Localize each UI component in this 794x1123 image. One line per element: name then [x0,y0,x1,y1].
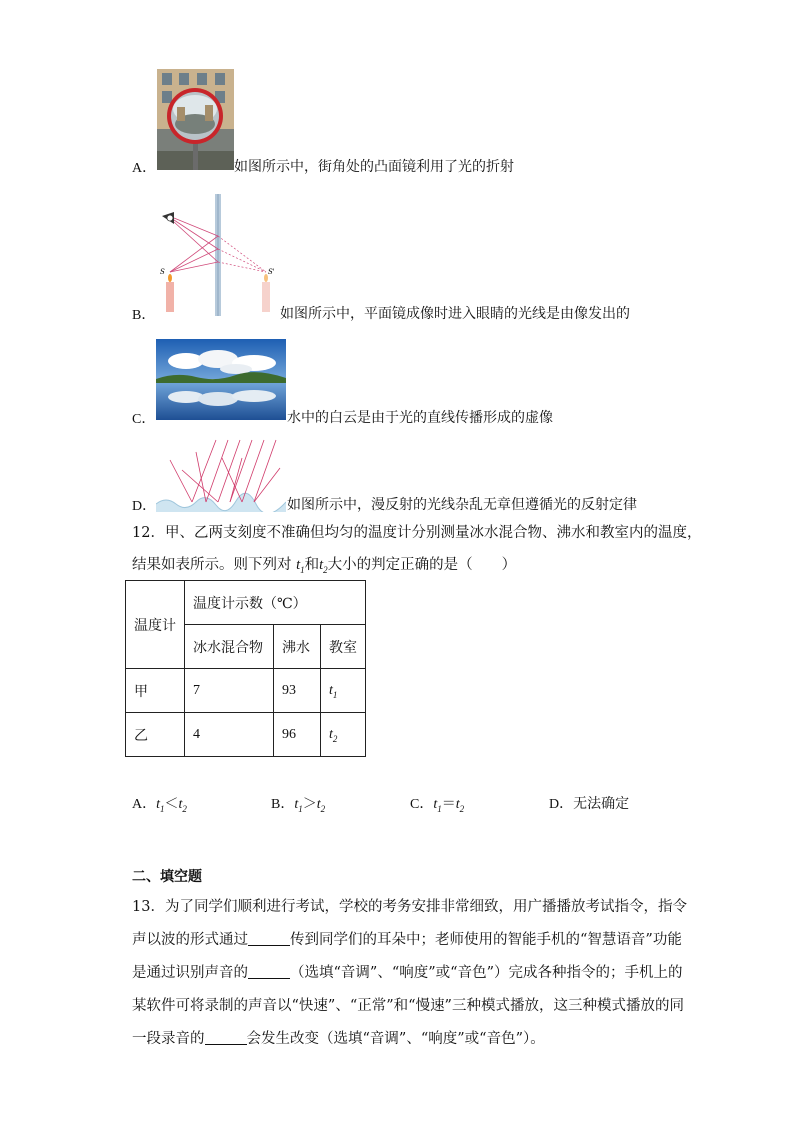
row-name: 甲 [126,669,185,713]
header-thermometer: 温度计 [126,581,185,669]
table-row [126,713,366,757]
plane-mirror-diagram [156,192,282,316]
var-t: t [294,797,299,812]
cell-room [321,669,366,713]
cell-boil: 93 [274,669,321,713]
choice-b [271,794,325,819]
section-title: 二、填空题 [132,869,202,885]
var-sub: 2 [323,564,328,575]
relation: ＞ [302,796,317,812]
choice-a [132,794,187,819]
var-sub: 1 [160,803,165,814]
object-label-s: S [160,268,165,276]
lake-clouds-photo [156,339,286,420]
cell-room [321,713,366,757]
q13-line4: 某软件可将录制的声音以“快速”、“正常”和“慢速”三种模式播放，这三种模式播放的同 [132,998,684,1014]
var-sub: 1 [437,803,442,814]
option-a-text: 如图所示中，街角处的凸面镜利用了光的折射 [234,159,514,175]
subheader-boiling: 沸水 [274,625,321,669]
choice-d [549,794,629,815]
header-readings: 温度计示数（℃） [185,581,366,625]
cell-ice: 7 [185,669,274,713]
answer-blank[interactable] [248,964,290,979]
answer-blank[interactable] [205,1030,247,1045]
q13-line2 [132,924,682,957]
option-c-text: 水中的白云是由于光的直线传播形成的虚像 [287,410,553,426]
option-letter: C． [132,412,156,427]
var-sub: 2 [320,803,326,814]
thermometer-table [125,580,366,757]
option-b [132,305,155,326]
var-sub: 2 [332,733,338,744]
relation: ＝ [441,796,456,812]
choice-c [410,794,464,819]
diffuse-reflection-diagram [156,438,286,512]
var-sub: 2 [182,803,187,814]
q13-text: 声以波的形式通过 [132,932,248,948]
q13-text: （选填“音调”、“响度”或“音色”）完成各种指令的；手机上的 [290,965,683,981]
option-d-text: 如图所示中，漫反射的光线杂乱无章但遵循光的反射定律 [287,497,637,513]
option-d [132,496,156,517]
var-sub: 2 [459,803,465,814]
answer-blank[interactable] [248,931,290,946]
var-t: t [329,682,333,698]
var-t: t [433,797,438,812]
q13-text: 是通过识别声音的 [132,965,248,981]
cell-ice: 4 [185,713,274,757]
row-name: 乙 [126,713,185,757]
var-t: t [296,557,301,573]
relation: ＜ [164,796,179,812]
var-t: t [329,726,333,742]
option-letter: A． [132,797,157,812]
var-t: t [156,797,161,812]
q13-text: 传到同学们的耳朵中；老师使用的智能手机的“智慧语音”功能 [290,932,682,948]
option-a [132,158,156,179]
image-label-s-prime: S' [268,268,275,276]
q13-text: 会发生改变（选填“音调”、“响度”或“音色”）。 [246,1031,545,1047]
stem-text: 和 [304,557,320,573]
q13-line1: 13．为了同学们顺利进行考试，学校的考务安排非常细致，用广播播放考试指令，指令 [132,899,687,915]
convex-mirror-photo [157,69,234,170]
q13-text: 一段录音的 [132,1031,205,1047]
var-t: t [178,797,183,812]
var-sub: 1 [298,803,303,814]
var-t: t [316,797,321,812]
var-sub: 1 [300,564,305,575]
stem-text: 大小的判定正确的是（ ） [327,557,517,573]
var-t: t [319,557,324,573]
subheader-classroom: 教室 [321,625,366,669]
option-c [132,409,155,430]
choice-text: 无法确定 [573,796,630,812]
subheader-ice-water: 冰水混合物 [185,625,274,669]
var-t: t [455,797,460,812]
table-row [126,669,366,713]
q13-line5 [132,1023,672,1056]
question-12-stem-line1: 12．甲、乙两支刻度不准确但均匀的温度计分别测量冰水混合物、沸水和教室内的温度， [132,525,702,541]
stem-text: 结果如表所示。则下列对 [132,557,297,573]
q13-line3 [132,957,683,990]
option-letter: D． [549,797,574,812]
option-letter: C． [410,797,434,812]
option-b-text: 如图所示中，平面镜成像时进入眼睛的光线是由像发出的 [280,306,630,322]
var-sub: 1 [332,689,338,700]
question-13 [132,891,687,1056]
option-letter: A． [132,161,157,176]
option-letter: B． [271,797,295,812]
cell-boil: 96 [274,713,321,757]
question-12-stem-line2 [132,555,516,580]
option-letter: B． [132,308,156,323]
option-letter: D． [132,499,157,514]
